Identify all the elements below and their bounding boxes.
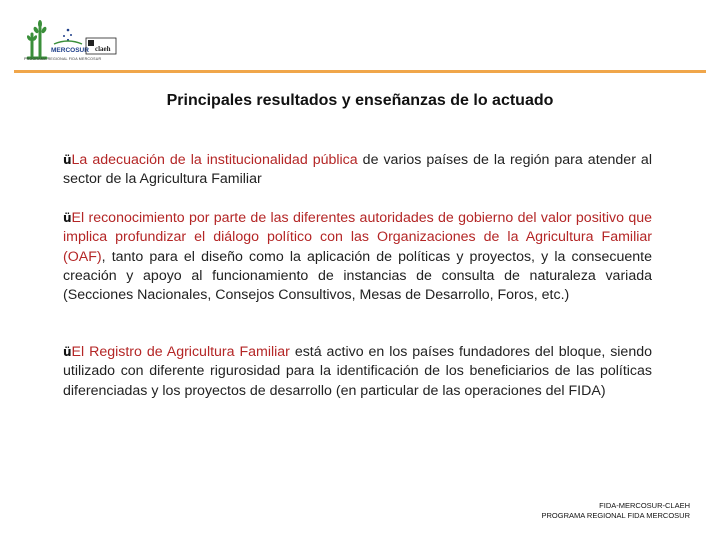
bullet-highlight-text: La adecuación de la institucionalidad pública [71,152,358,168]
slide-title: Principales resultados y enseñanzas de lo actuado [166,92,554,109]
bullet-text: , tanto para el diseño como la aplicación de políticas y proyectos, y la consecuente creación y apoyo al funcionamiento de instancias de consulta de naturaleza variada (Secciones Nacionales, Consejos Consultivos, Mesas de Desarrollo, Foros, etc.) [63,248,652,304]
checkmark-icon: ü [63,345,72,359]
logo-claeh-text: claeh [95,45,111,53]
footer [542,501,691,521]
bullet-item [63,151,652,190]
bullet-highlight-text: El reconocimiento por parte de las diferentes autoridades de gobierno del valor positivo que implica profundizar el diálogo político con las Organizaciones de la Agricultura Familiar (OAF) [63,210,652,265]
logo-mercosur-text: MERCOSUR [51,47,89,54]
header-divider [14,70,706,73]
bullet-text: de varios países de la región para atender al sector de la Agricultura Familiar [63,152,652,188]
footer-line-1: FIDA-MERCOSUR-CLAEH [599,501,690,510]
bullet-item [63,209,652,305]
bullet-text: está activo en los países fundadores del bloque, siendo utilizado con diferente rigurosidad para la identificación de los beneficiarios de las políticas diferenciadas y los proyectos de desarrollo (en particular de las operaciones del FIDA) [63,344,652,399]
footer-line-2: PROGRAMA REGIONAL FIDA MERCOSUR [541,511,690,520]
checkmark-icon: ü [63,211,72,225]
bullet-item [63,343,652,401]
bullet-highlight-text: El Registro de Agricultura Familiar [71,344,290,360]
checkmark-icon: ü [63,153,72,167]
logo-caption: PROGRAMA REGIONAL FIDA MERCOSUR [24,57,102,61]
